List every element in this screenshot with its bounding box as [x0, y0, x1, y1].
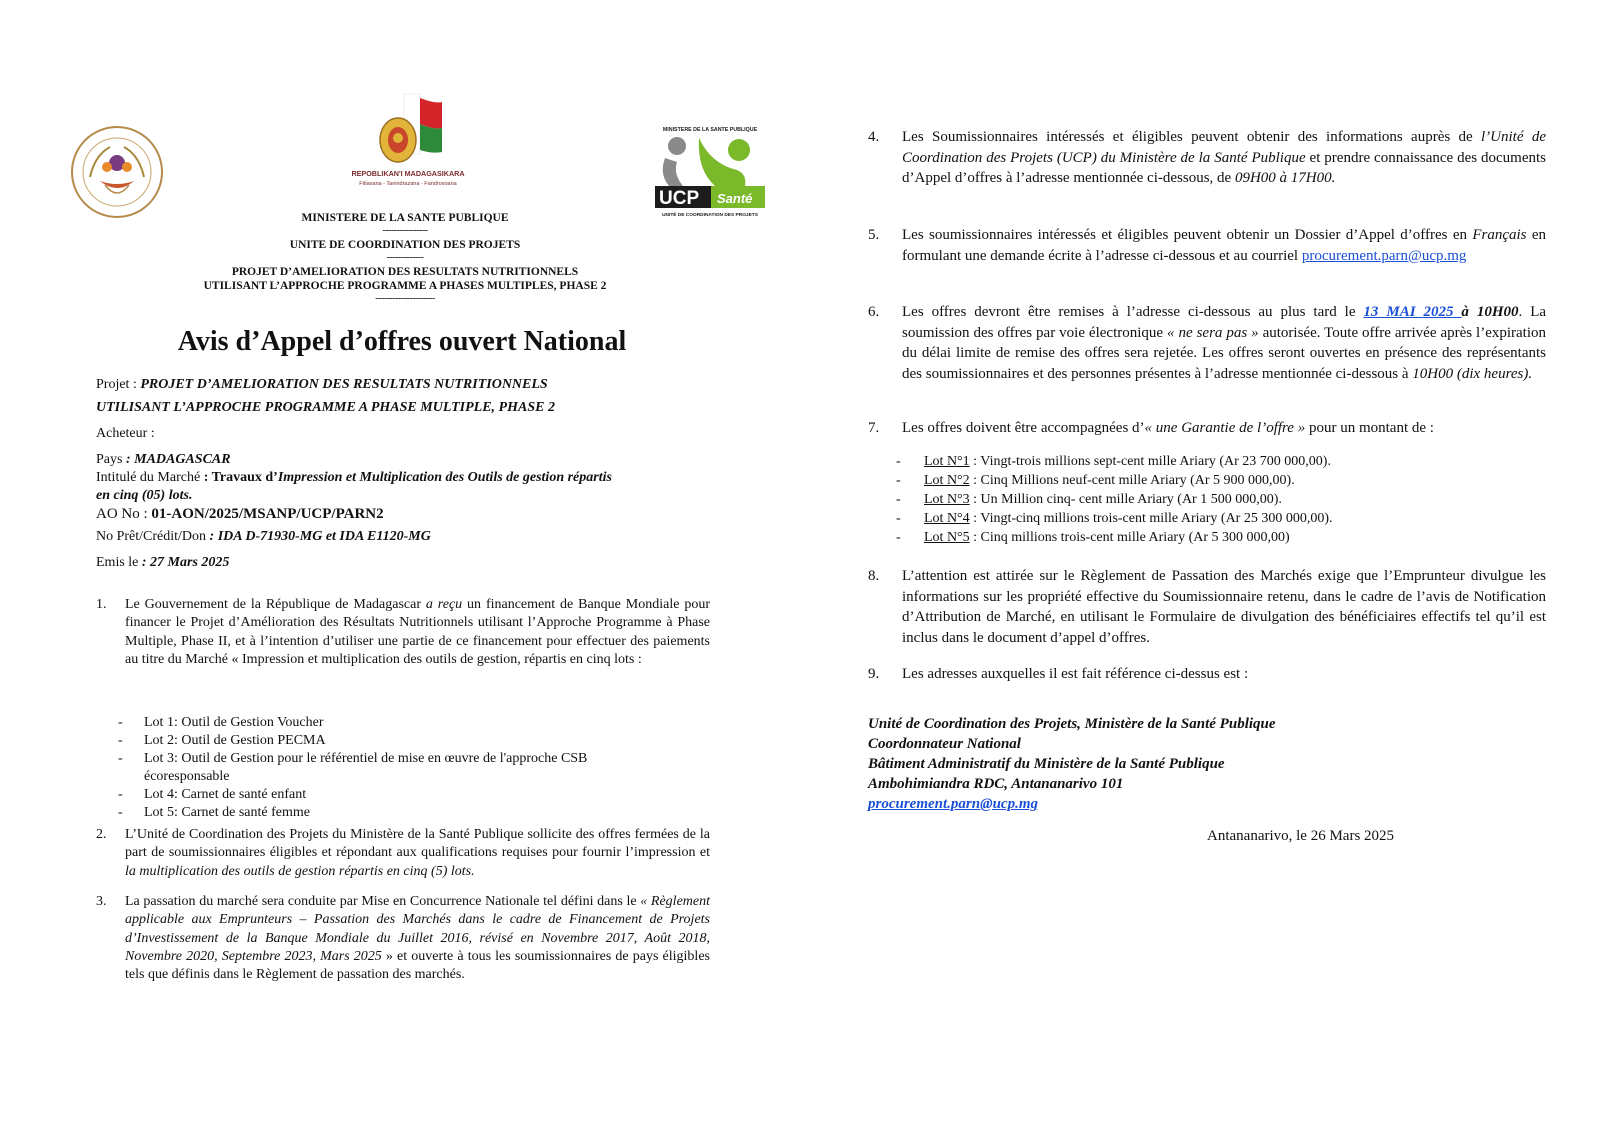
- projet-line: [96, 376, 548, 394]
- paragraph-3-number: 3.: [96, 894, 107, 909]
- project-name-line-1: PROJET D’AMELIORATION DES RESULTATS NUTRITIONNELS: [231, 266, 579, 278]
- paragraph-6-text-c: . La soumission des offres par voie électronique: [902, 304, 1547, 341]
- address-email-link[interactable]: procurement.parn@ucp.mg: [868, 796, 1038, 812]
- pays-value: : MADAGASCAR: [125, 452, 231, 467]
- guarantee-lot-item: [896, 453, 1331, 472]
- emis-label: Emis le: [96, 555, 142, 570]
- place-date-signature: Antananarivo, le 26 Mars 2025: [1207, 828, 1395, 844]
- lot-item: [118, 732, 326, 750]
- guarantee-lot-label: Lot N°1: [924, 454, 970, 469]
- address-line-3: Bâtiment Administratif du Ministère de la Santé Publique: [868, 756, 1225, 772]
- guarantee-lot-item: [896, 510, 1333, 529]
- lot-text: Lot 3: Outil de Gestion pour le référentiel de mise en œuvre de l'approche CSB: [144, 751, 588, 766]
- paragraph-4-text-d: 09H00 à 17H00.: [1234, 170, 1336, 187]
- paragraph-1-text-c: un financement de Banque Mondiale pour financer le Projet d’Amélioration des Résultats Nutritionnels utilisant l’Approche Programme à Phase Multiple, Phase II, et à l’intention d’utiliser une partie de ce financement pour effectuer des paiements au titre du Marché « Impression et multiplication des outils de gestion, répartis en cinq lots :: [125, 597, 710, 667]
- projet-label: Projet :: [96, 377, 141, 392]
- paragraph-4-text-a: Les Soumissionnaires intéressés et éligibles peuvent obtenir des informations auprès de: [902, 129, 1482, 145]
- lot-item: [118, 714, 324, 732]
- coat-of-arms-caption: REPOBLIKAN'I MADAGASIKARA: [351, 169, 465, 178]
- guarantee-lot-label: Lot N°2: [924, 473, 970, 488]
- address-line-4: Ambohimiandra RDC, Antananarivo 101: [868, 776, 1124, 792]
- guarantee-lot-item: [896, 529, 1290, 548]
- header-separator-2: -------------: [386, 252, 424, 263]
- header-separator-3: ---------------------: [375, 293, 435, 304]
- ao-value: 01-AON/2025/MSANP/UCP/PARN2: [151, 506, 384, 522]
- pays-line: [96, 451, 231, 469]
- projet-value-line-2: UTILISANT L’APPROCHE PROGRAMME A PHASE MULTIPLE, PHASE 2: [96, 400, 555, 415]
- lot-text: Lot 2: Outil de Gestion PECMA: [144, 733, 326, 748]
- paragraph-1: [125, 596, 710, 669]
- lot-item: [118, 768, 230, 786]
- guarantee-lot-label: Lot N°4: [924, 511, 970, 526]
- intitule-value-a: : Travaux d’: [203, 470, 278, 485]
- paragraph-8-number: 8.: [868, 568, 880, 584]
- guarantee-lot-dash: -: [896, 492, 901, 507]
- address-line-2: Coordonnateur National: [868, 736, 1021, 752]
- ao-line: [96, 505, 384, 523]
- paragraph-2-text-b: la multiplication des outils de gestion répartis en cinq (5) lots.: [125, 863, 475, 879]
- acheteur-label: Acheteur :: [96, 426, 155, 441]
- guarantee-lot-dash: -: [896, 454, 901, 469]
- header-separator-1: ----------------: [382, 225, 428, 236]
- lot-dash: -: [118, 751, 123, 766]
- ao-label: AO No :: [96, 506, 152, 522]
- projet-value: PROJET D’AMELIORATION DES RESULTATS NUTRITIONNELS: [140, 377, 548, 392]
- lot-text: Lot 5: Carnet de santé femme: [144, 805, 310, 820]
- paragraph-1-text-a: Le Gouvernement de la République de Madagascar: [125, 597, 426, 612]
- coat-of-arms-motto: Fitiavana - Tanindrazana - Fandrosoana: [359, 181, 457, 187]
- lot-text: Lot 4: Carnet de santé enfant: [144, 787, 307, 802]
- pret-line: [96, 528, 431, 546]
- ucp-sante-logo: [655, 124, 765, 220]
- paragraph-9-number: 9.: [868, 666, 880, 682]
- lot-dash: -: [118, 715, 123, 730]
- paragraph-5-text-b: Français: [1472, 227, 1527, 243]
- guarantee-lot-label: Lot N°5: [924, 530, 970, 545]
- paragraph-5-text-c: en formulant une demande écrite à l’adresse ci-dessous et au courriel: [902, 227, 1546, 264]
- guarantee-lot-label: Lot N°3: [924, 492, 970, 507]
- guarantee-lot-amount: : Vingt-trois millions sept-cent mille Ariary (Ar 23 700 000,00).: [969, 454, 1331, 469]
- ucp-sante-label: Santé: [717, 191, 753, 206]
- ministry-name: MINISTERE DE LA SANTE PUBLIQUE: [301, 212, 509, 224]
- unit-name: UNITE DE COORDINATION DES PROJETS: [289, 239, 521, 251]
- intitule-value-b: Impression et Multiplication des Outils de gestion répartis: [277, 470, 612, 485]
- lot-dash: -: [118, 787, 123, 802]
- guarantee-lot-amount: : Cinq Millions neuf-cent mille Ariary (Ar 5 900 000,00).: [969, 473, 1295, 488]
- paragraph-7-text-a: Les offres doivent être accompagnées d’: [902, 420, 1145, 436]
- paragraph-6-text-a: Les offres devront être remises à l’adresse ci-dessous au plus tard le: [902, 304, 1364, 320]
- paragraph-2: [125, 826, 710, 881]
- guarantee-lot-dash: -: [896, 530, 901, 545]
- paragraph-3-text-c: » et ouverte à tous les soumissionnaires de pays éligibles tels que définis dans le Règlement de passation des marchés.: [125, 948, 710, 983]
- lot-dash: -: [118, 805, 123, 820]
- guarantee-lot-amount: : Cinq millions trois-cent mille Ariary (Ar 5 300 000,00): [969, 530, 1290, 545]
- guarantee-lot-amount: : Un Million cinq- cent mille Ariary (Ar 1 500 000,00).: [969, 492, 1282, 507]
- paragraph-6-text-d: « ne sera pas »: [1167, 324, 1259, 341]
- republic-coat-of-arms-logo: [346, 92, 470, 192]
- pret-label: No Prêt/Crédit/Don: [96, 529, 210, 544]
- ministry-seal-logo: [70, 125, 164, 219]
- paragraph-4-text-b: l’Unité de Coordination des Projets (UCP) du Ministère de la Santé Publique: [902, 129, 1546, 166]
- ucp-unit-text: UNITÉ DE COORDINATION DES PROJETS: [662, 213, 758, 218]
- paragraph-4-number: 4.: [868, 129, 880, 145]
- intitule-value-c: en cinq (05) lots.: [96, 488, 193, 503]
- lot-item: [118, 804, 310, 822]
- pays-label: Pays: [96, 452, 126, 467]
- paragraph-6: [902, 302, 1546, 384]
- paragraph-1-number: 1.: [96, 597, 107, 612]
- procurement-email-link[interactable]: procurement.parn@ucp.mg: [1301, 247, 1467, 264]
- paragraph-9: Les adresses auxquelles il est fait référence ci-dessus est :: [902, 666, 1249, 682]
- paragraph-7-number: 7.: [868, 420, 880, 436]
- ucp-ministry-text: MINISTERE DE LA SANTE PUBLIQUE: [662, 127, 758, 133]
- paragraph-6-text-f: 10H00 (dix heures).: [1412, 365, 1533, 382]
- guarantee-lot-item: [896, 472, 1295, 491]
- paragraph-6-text-e: autorisée. Toute offre arrivée après l’expiration du délai limite de remise des offres sera rejetée. Les offres seront ouvertes en présence des représentants des soumissionnaires et des personnes présentes à l’adresse mentionnée ci-dessous à: [902, 324, 1547, 382]
- paragraph-7-text-b: « une Garantie de l’offre »: [1144, 420, 1306, 436]
- emis-value: : 27 Mars 2025: [141, 555, 230, 570]
- paragraph-2-number: 2.: [96, 827, 107, 842]
- ucp-label: UCP: [659, 188, 700, 209]
- paragraph-3: [125, 893, 710, 984]
- lot-item: [118, 750, 587, 768]
- paragraph-5: [902, 225, 1546, 266]
- paragraph-7: [902, 418, 1546, 439]
- notice-title: Avis d’Appel d’offres ouvert National: [177, 326, 627, 357]
- address-line-1: Unité de Coordination des Projets, Ministère de la Santé Publique: [868, 716, 1276, 732]
- project-name-line-2: UTILISANT L’APPROCHE PROGRAMME A PHASES MULTIPLES, PHASE 2: [203, 280, 607, 292]
- guarantee-lot-item: [896, 491, 1282, 510]
- guarantee-lot-dash: -: [896, 511, 901, 526]
- paragraph-8: L’attention est attirée sur le Règlement de Passation des Marchés exige que l’Emprunteur divulgue les informations sur les propriété effective du Soumissionnaire retenu, dans le cadre de l’avis de Notification d’Attribution de Marché, en utilisant le Formulaire de divulgation des bénéficiaires effectifs tel qu’il est inclus dans le document d’appel d’offres.: [902, 568, 1546, 646]
- lot-dash: -: [118, 733, 123, 748]
- lot-item: [118, 786, 306, 804]
- lot-text: Lot 1: Outil de Gestion Voucher: [144, 715, 324, 730]
- paragraph-5-number: 5.: [868, 227, 880, 243]
- paragraph-2-text-a: L’Unité de Coordination des Projets du Ministère de la Santé Publique sollicite des offres fermées de la part de soumissionnaires éligibles et répondant aux qualifications requises pour fournir l’impression et: [125, 827, 710, 861]
- intitule-label: Intitulé du Marché: [96, 470, 204, 485]
- paragraph-3-text-a: La passation du marché sera conduite par Mise en Concurrence Nationale tel défini dans le: [125, 894, 641, 909]
- paragraph-7-text-c: pour un montant de :: [1305, 420, 1434, 436]
- lot-text: écoresponsable: [144, 769, 230, 784]
- paragraph-4: [902, 127, 1546, 189]
- intitule-line: [96, 469, 612, 487]
- emis-line: [96, 554, 229, 572]
- paragraph-4-text-c: et prendre connaissance des documents d’Appel d’offres à l’adresse mentionnée ci-dessous, de: [902, 149, 1546, 187]
- deadline-date-link[interactable]: 13 MAI 2025: [1363, 304, 1462, 320]
- paragraph-5-text-a: Les soumissionnaires intéressés et éligibles peuvent obtenir un Dossier d’Appel d’offres en: [902, 227, 1473, 243]
- paragraph-1-text-b: a reçu: [425, 597, 463, 612]
- paragraph-3-text-b: « Règlement applicable aux Emprunteurs – Passation des Marchés dans le cadre de Financement de Projets d’Investissement de la Banque Mondiale du Juillet 2016, révisé en Novembre 2017, Août 2018, Novembre 2020, Septembre 2023, Mars 2025: [125, 894, 710, 964]
- guarantee-lot-amount: : Vingt-cinq millions trois-cent mille Ariary (Ar 25 300 000,00).: [969, 511, 1333, 526]
- pret-value: : IDA D-71930-MG et IDA E1120-MG: [209, 529, 431, 544]
- guarantee-lot-dash: -: [896, 473, 901, 488]
- deadline-time: à 10H00: [1461, 304, 1519, 320]
- paragraph-6-number: 6.: [868, 304, 880, 320]
